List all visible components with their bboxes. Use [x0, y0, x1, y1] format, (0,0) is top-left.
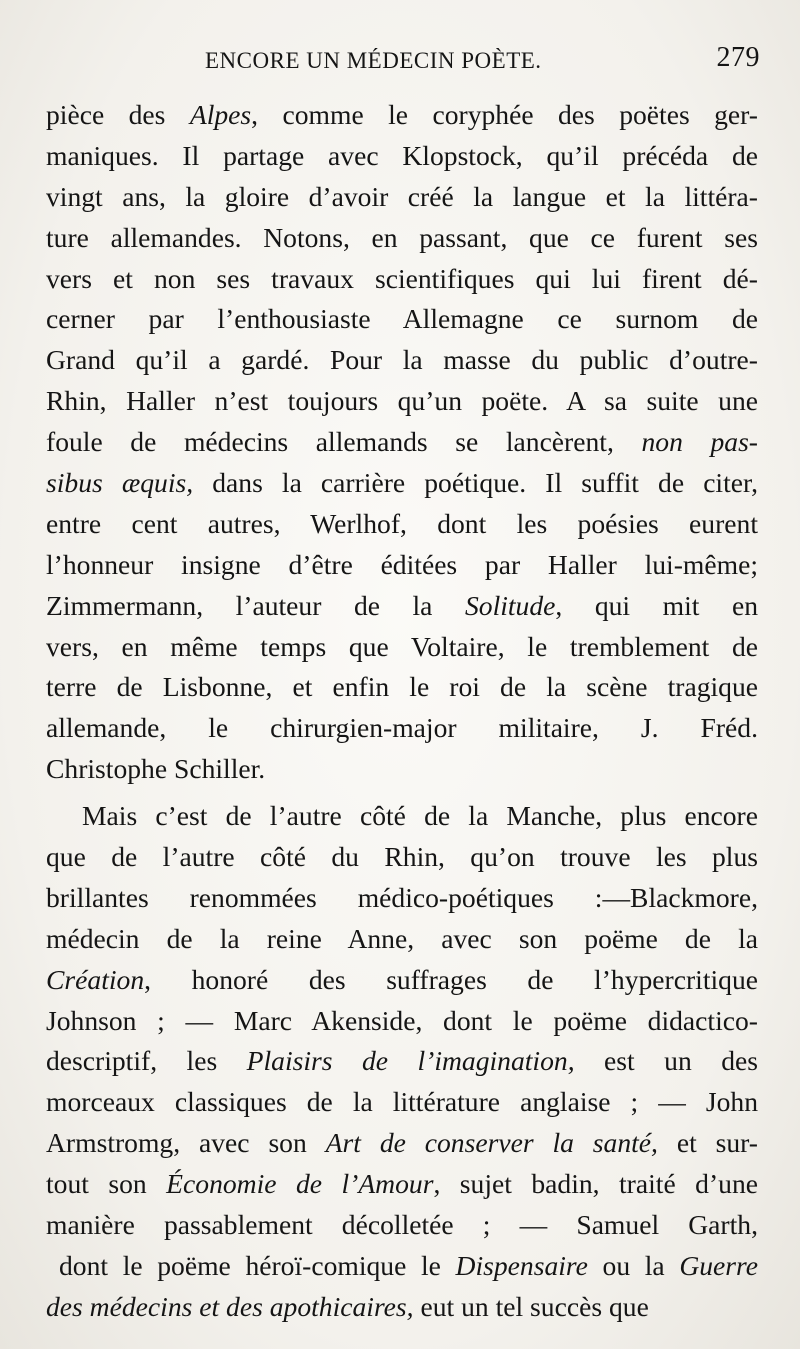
- text-segment: , sujet badin, traité d’une: [433, 1168, 758, 1200]
- text-segment: ou la: [587, 1249, 680, 1281]
- text-line: [46, 299, 758, 340]
- text-line: [46, 136, 758, 177]
- text-segment: dans la carrière poétique. Il suffit de citer,: [193, 467, 758, 499]
- text-line: [46, 627, 758, 668]
- text-segment: et sur-: [657, 1127, 758, 1159]
- text-segment: médecin de la reine Anne, avec son poëme de la: [46, 922, 758, 954]
- italic-segment: sibus æquis,: [46, 467, 194, 499]
- text-line: [46, 1082, 758, 1123]
- text-line: [46, 749, 758, 790]
- text-line: [46, 463, 758, 504]
- text-line: [46, 1246, 758, 1287]
- text-segment: Grand qu’il a gardé. Pour la masse du public d’outre-: [46, 344, 758, 376]
- italic-segment: Plaisirs de l’imagination,: [246, 1045, 575, 1077]
- text-segment: pièce des: [46, 99, 190, 130]
- text-segment: vers et non ses travaux scientifiques qui lui firent dé-: [46, 262, 758, 294]
- italic-segment: Économie de l’Amour: [166, 1168, 434, 1200]
- text-line: [46, 1287, 758, 1328]
- text-segment: ture allemandes. Notons, en passant, que ce furent ses: [46, 221, 758, 253]
- text-line: [46, 1123, 758, 1164]
- italic-segment: Dispensaire: [455, 1249, 588, 1281]
- text-line: [46, 504, 758, 545]
- text-segment: Zimmermann, l’auteur de la: [46, 589, 465, 621]
- text-segment: brillantes renommées médico-poétiques :—Blackmore,: [46, 881, 758, 913]
- text-line: [46, 1164, 758, 1205]
- text-segment: Johnson ; — Marc Akenside, dont le poëme didactico-: [46, 1004, 758, 1036]
- italic-segment: Art de conserver la santé,: [325, 1127, 658, 1159]
- text-segment: dont le poëme héroï-comique le: [59, 1249, 456, 1281]
- text-segment: maniques. Il partage avec Klopstock, qu’il précéda de: [46, 139, 758, 171]
- text-line: [46, 218, 758, 259]
- running-head: [205, 38, 760, 82]
- text-segment: , qui mit en: [555, 589, 758, 621]
- text-segment: morceaux classiques de la littérature anglaise ; — John: [46, 1086, 758, 1118]
- text-line: [46, 259, 758, 300]
- text-segment: Rhin, Haller n’est toujours qu’un poëte. A sa suite une: [46, 385, 758, 417]
- text-segment: Christophe Schiller.: [46, 753, 266, 785]
- running-title: ENCORE UN MÉDECIN POÈTE.: [205, 48, 542, 73]
- text-segment: l’honneur insigne d’être éditées par Haller lui-même;: [46, 548, 758, 580]
- text-line: [46, 422, 758, 463]
- text-line: [46, 1205, 758, 1246]
- italic-segment: Création: [46, 963, 145, 995]
- text-line: [46, 708, 758, 749]
- text-segment: vers, en même temps que Voltaire, le tremblement de: [46, 630, 758, 662]
- text-segment: , comme le coryphée des poëtes ger-: [251, 99, 758, 130]
- text-segment: eut un tel succès que: [413, 1290, 649, 1322]
- text-line: [46, 340, 758, 381]
- text-line: [46, 667, 758, 708]
- text-segment: vingt ans, la gloire d’avoir créé la langue et la littéra-: [46, 180, 758, 212]
- text-line: [46, 878, 758, 919]
- text-line: [46, 545, 758, 586]
- italic-segment: des médecins et des apothicaires,: [46, 1290, 414, 1322]
- text-line: [46, 381, 758, 422]
- text-segment: est un des: [574, 1045, 758, 1077]
- text-line: [46, 177, 758, 218]
- body-text: [46, 95, 758, 1328]
- italic-segment: Guerre: [679, 1249, 758, 1281]
- text-segment: , honoré des suffrages de l’hypercritique: [144, 963, 758, 995]
- text-line: [46, 586, 758, 627]
- text-segment: terre de Lisbonne, et enfin le roi de la scène tragique: [46, 671, 758, 703]
- text-line: [46, 95, 758, 136]
- text-line: [46, 1001, 758, 1042]
- text-segment: allemande, le chirurgien-major militaire, J. Fréd.: [46, 712, 758, 744]
- text-line: [46, 919, 758, 960]
- text-segment: Armstromg, avec son: [46, 1127, 326, 1159]
- italic-segment: Alpes: [189, 99, 252, 130]
- text-segment: manière passablement décolletée ; — Samuel Garth,: [46, 1209, 758, 1241]
- text-line: [46, 837, 758, 878]
- italic-segment: non pas-: [641, 426, 758, 458]
- text-segment: foule de médecins allemands se lancèrent,: [46, 426, 642, 458]
- text-segment: tout son: [46, 1168, 167, 1200]
- text-segment: Mais c’est de l’autre côté de la Manche, plus encore: [82, 800, 758, 832]
- text-segment: entre cent autres, Werlhof, dont les poésies eurent: [46, 507, 758, 539]
- text-line: [46, 960, 758, 1001]
- text-segment: descriptif, les: [46, 1045, 247, 1077]
- text-segment: cerner par l’enthousiaste Allemagne ce surnom de: [46, 303, 758, 335]
- text-line: [46, 1041, 758, 1082]
- page-number: 279: [716, 42, 760, 73]
- text-line: [46, 796, 758, 837]
- text-segment: que de l’autre côté du Rhin, qu’on trouve les plus: [46, 841, 758, 873]
- italic-segment: Solitude: [464, 589, 556, 621]
